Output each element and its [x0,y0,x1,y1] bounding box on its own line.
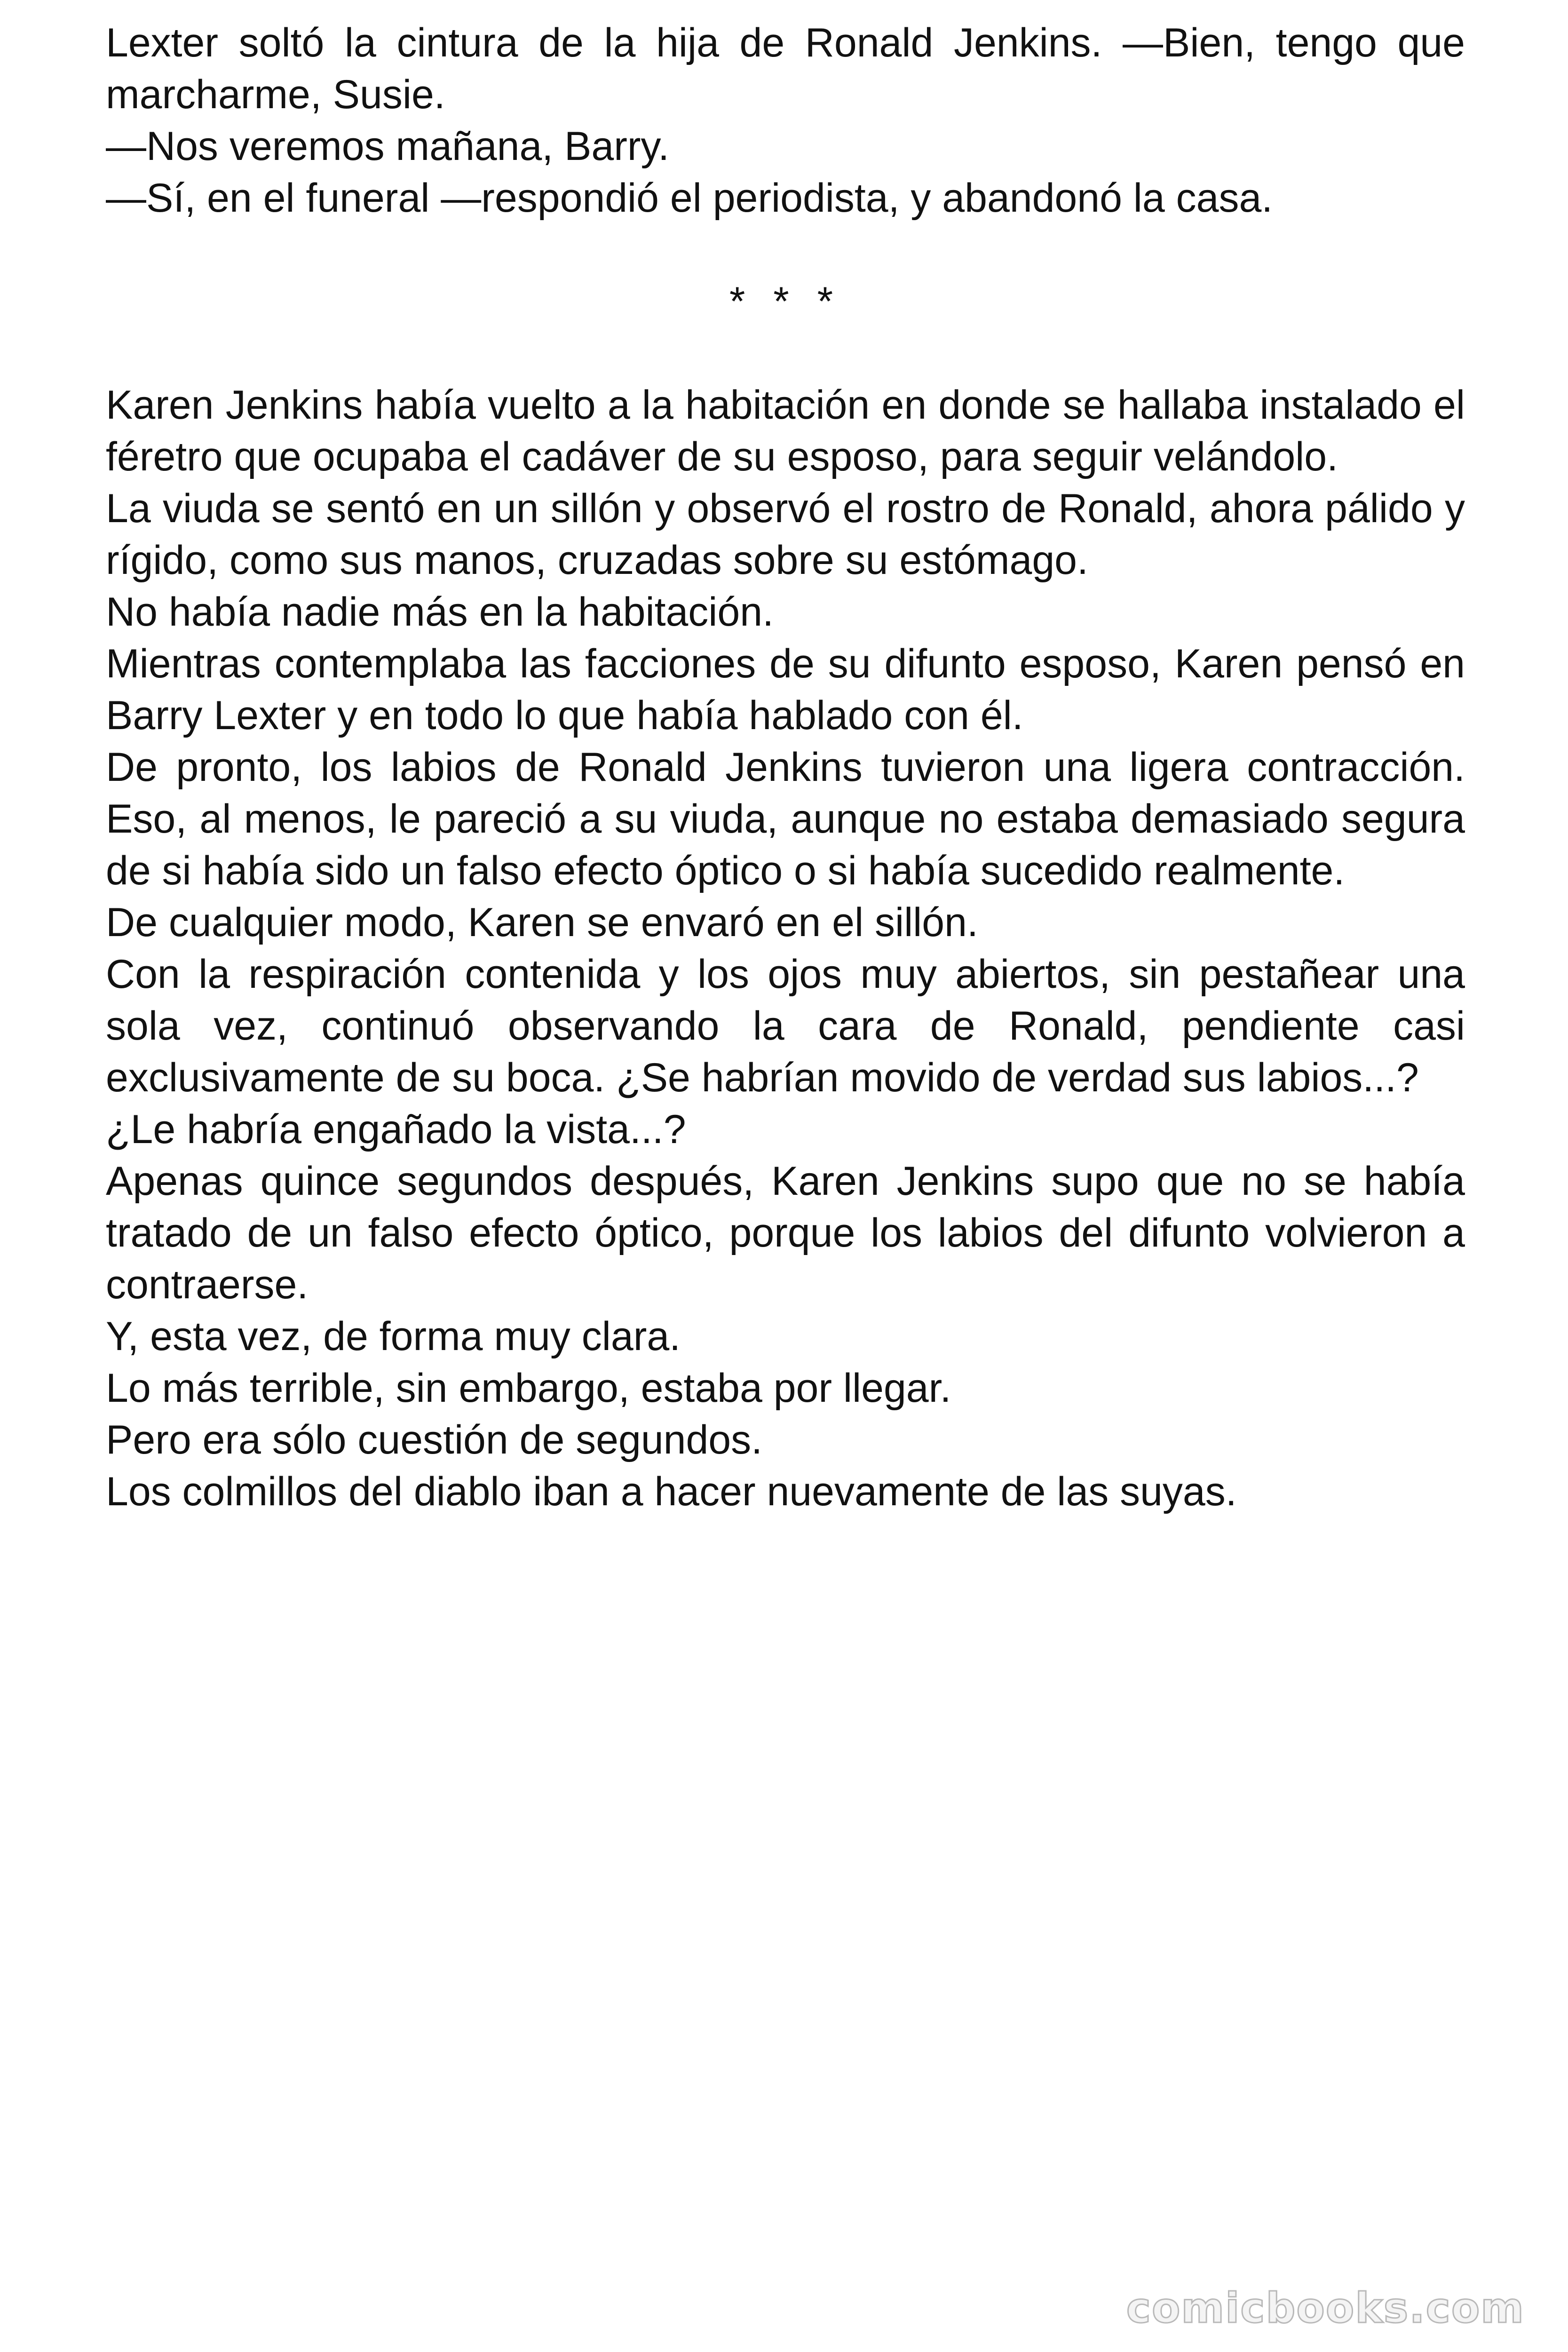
paragraph: Apenas quince segundos después, Karen Jenkins supo que no se había tratado de un falso efecto óptico, porque los labios del difunto volvieron a contraerse. [106,1159,1465,1307]
document-text [106,17,1465,1518]
paragraph: De pronto, los labios de Ronald Jenkins tuvieron una ligera contracción. Eso, al menos, le pareció a su viuda, aunque no estaba demasiado segura de si había sido un falso efecto óptico o si había sucedido realmente. [106,745,1465,893]
paragraph: Karen Jenkins había vuelto a la habitación en donde se hallaba instalado el féretro que ocupaba el cadáver de su esposo, para seguir velándolo. [106,382,1465,479]
paragraph: Con la respiración contenida y los ojos muy abiertos, sin pestañear una sola vez, continuó observando la cara de Ronald, pendiente casi exclusivamente de su boca. ¿Se habrían movido de verdad sus labios...? [106,952,1465,1100]
paragraph: Los colmillos del diablo iban a hacer nuevamente de las suyas. [106,1469,1237,1514]
paragraph: ¿Le habría engañado la vista...? [106,1107,686,1152]
paragraph: —Sí, en el funeral —respondió el periodista, y abandonó la casa. [106,175,1273,221]
paragraph: No había nadie más en la habitación. [106,589,774,635]
paragraph: —Nos veremos mañana, Barry. [106,124,670,169]
paragraph: Lo más terrible, sin embargo, estaba por llegar. [106,1366,951,1411]
paragraph: La viuda se sentó en un sillón y observó el rostro de Ronald, ahora pálido y rígido, como sus manos, cruzadas sobre su estómago. [106,486,1465,583]
site-watermark: comicbooks.com [1126,2284,1525,2332]
paragraph: Y, esta vez, de forma muy clara. [106,1314,681,1359]
paragraph: Lexter soltó la cintura de la hija de Ronald Jenkins. —Bien, tengo que marcharme, Susie. [106,20,1465,117]
paragraph: De cualquier modo, Karen se envaró en el sillón. [106,900,978,945]
paragraph: Mientras contemplaba las facciones de su difunto esposo, Karen pensó en Barry Lexter y en todo lo que había hablado con él. [106,641,1465,738]
paragraph: Pero era sólo cuestión de segundos. [106,1417,763,1462]
section-separator: * * * [729,279,842,324]
